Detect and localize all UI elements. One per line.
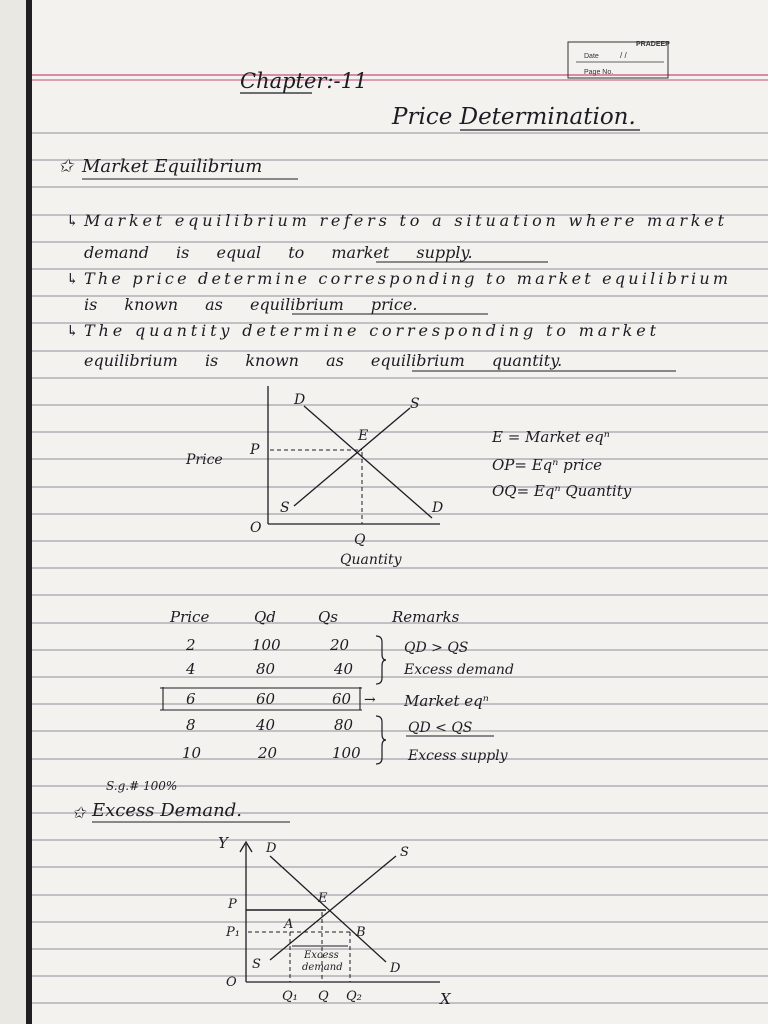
cell-price: 4: [186, 660, 196, 678]
label-b: B: [356, 925, 366, 940]
label-quantity-axis: Quantity: [340, 552, 402, 568]
table-header: Qs: [318, 608, 338, 626]
label-q: Q: [318, 989, 329, 1004]
label-d-bottom: D: [432, 500, 444, 516]
label-excess-1: Excess: [304, 950, 339, 961]
arrow-bullet-icon: ↳: [66, 322, 79, 340]
remark-text: Excess demand: [404, 662, 514, 678]
table-header: Price: [170, 608, 210, 626]
label-e: E: [358, 428, 369, 444]
page-title: Price Determination.: [392, 104, 636, 130]
cell-qs: 40: [334, 660, 354, 678]
label-s-top: S: [410, 396, 420, 412]
star-icon: ✩: [58, 156, 74, 177]
definition-line: The price determine corresponding to market equilibrium: [84, 269, 728, 288]
cell-qd: 20: [258, 744, 278, 762]
label-p: P: [250, 442, 260, 458]
cell-price: 6: [186, 690, 196, 708]
label-p: P: [228, 897, 237, 912]
section-heading-excess-demand: Excess Demand.: [92, 800, 242, 821]
paper-sheet: [26, 0, 768, 1024]
section-note: S.g.# 100%: [106, 779, 178, 793]
cell-price: 2: [186, 636, 196, 654]
label-q1: Q₁: [282, 989, 298, 1004]
cell-qd: 40: [256, 716, 276, 734]
label-d-top: D: [294, 392, 306, 408]
cell-price: 8: [186, 716, 196, 734]
left-binding-shadow: [26, 0, 32, 1024]
label-origin: O: [250, 520, 262, 536]
brand-label: PRADEEP: [636, 41, 670, 48]
chapter-heading: Chapter:-11: [240, 69, 368, 93]
cell-qd: 80: [256, 660, 276, 678]
label-y: Y: [218, 834, 228, 852]
definition-line: The quantity determine corresponding to market: [84, 321, 656, 340]
definition-line: Market equilibrium refers to a situation where market: [84, 211, 725, 230]
label-q: Q: [354, 532, 366, 548]
arrow-bullet-icon: ↳: [66, 212, 79, 230]
date-value: / /: [620, 51, 627, 60]
legend-line: E = Market eqⁿ: [492, 428, 610, 446]
page-label: Page No.: [584, 69, 614, 76]
label-excess-2: demand: [302, 962, 343, 973]
table-header: Qd: [254, 608, 276, 626]
definition-line: equilibrium is known as equilibrium quantity.: [84, 351, 563, 370]
remark-text: Excess supply: [408, 748, 508, 764]
table-header: Remarks: [392, 608, 460, 626]
legend-line: OP= Eqⁿ price: [492, 456, 602, 474]
label-p1: P₁: [226, 925, 240, 940]
date-label: Date: [584, 53, 599, 60]
cell-qs: 100: [332, 744, 361, 762]
cell-qd: 60: [256, 690, 276, 708]
remark-text: QD > QS: [404, 640, 469, 656]
label-e: E: [318, 891, 328, 906]
star-icon: ✩: [72, 803, 86, 822]
label-s-bottom: S: [280, 500, 290, 516]
cell-price: 10: [182, 744, 202, 762]
label-q2: Q₂: [346, 989, 362, 1004]
remark-text: Market eqⁿ: [404, 692, 489, 710]
label-d-bottom: D: [390, 961, 401, 976]
label-s-bottom: S: [252, 957, 261, 972]
cell-qs: 20: [330, 636, 350, 654]
label-s-top: S: [400, 845, 409, 860]
label-price-axis: Price: [186, 452, 223, 468]
cell-qs: 60: [332, 690, 352, 708]
label-x: X: [440, 990, 451, 1008]
arrow-right-icon: →: [364, 692, 376, 708]
definition-line: is known as equilibrium price.: [84, 295, 418, 314]
definition-line: demand is equal to market supply.: [84, 243, 473, 262]
cell-qs: 80: [334, 716, 354, 734]
cell-qd: 100: [252, 636, 281, 654]
label-origin: O: [226, 975, 237, 990]
legend-line: OQ= Eqⁿ Quantity: [492, 482, 632, 500]
label-d-top: D: [266, 841, 277, 856]
label-a: A: [284, 917, 294, 932]
arrow-bullet-icon: ↳: [66, 270, 79, 288]
section-heading-market-equilibrium: Market Equilibrium: [82, 156, 263, 177]
remark-text: QD < QS: [408, 720, 473, 736]
